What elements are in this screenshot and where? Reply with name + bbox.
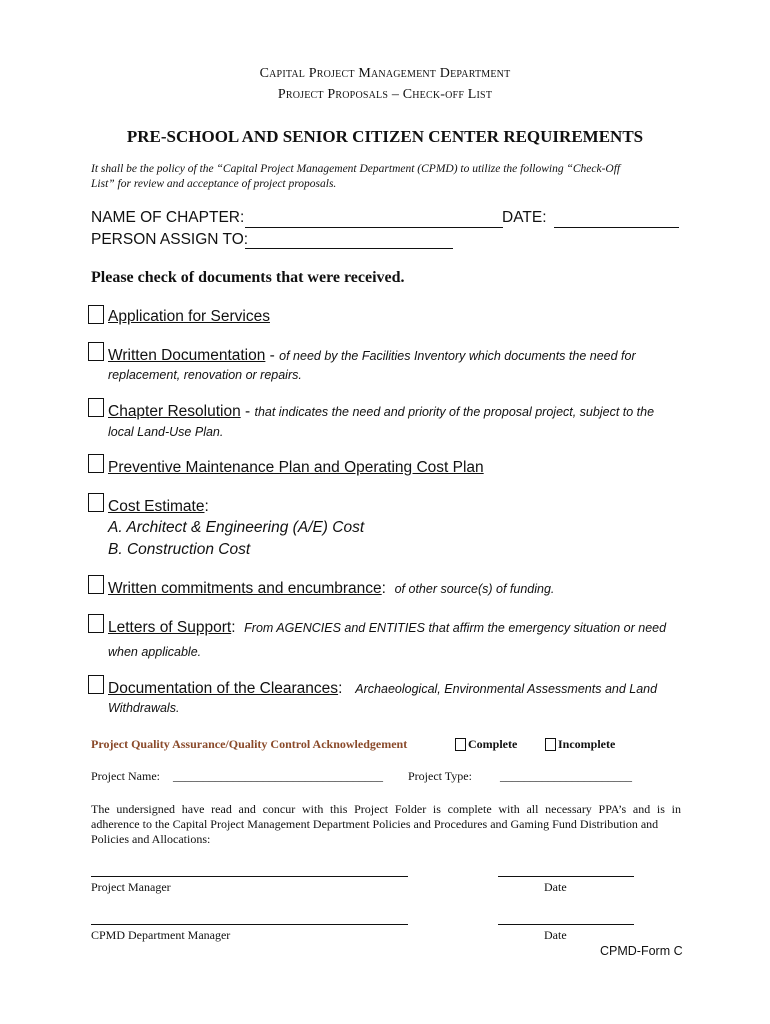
item-letters-of-support [108,619,666,637]
policy-line-1: It shall be the policy of the “Capital Project Management Department (CPMD) to utilize the following “Check-Off [91,163,621,175]
item-label: Application for Services [108,308,270,325]
checkbox-chapter-resolution[interactable] [88,398,104,417]
document-subtitle: Project Proposals – Check-off List [277,87,493,102]
cpmd-manager-label: CPMD Department Manager [91,928,231,942]
cost-subitem-ae: A. Architect & Engineering (A/E) Cost [108,519,365,536]
cpmd-manager-signature-line[interactable] [91,924,408,925]
item-written-documentation [108,347,636,365]
item-continuation: replacement, renovation or repairs. [108,368,302,382]
item-label: Written commitments and encumbrance [108,580,382,597]
item-label: Preventive Maintenance Plan and Operating Cost Plan [108,459,484,476]
project-type-label: Project Type: [408,769,472,783]
date-signature-line-2[interactable] [498,924,634,925]
checkbox-clearances[interactable] [88,675,104,694]
person-assign-label: PERSON ASSIGN TO: [91,231,249,248]
item-separator: : [231,619,245,636]
statement-line-3: Policies and Allocations: [91,832,211,846]
statement-line-2: adherence to the Capital Project Management Department Policies and Procedures and Gaming Fund Distribution and [91,817,659,831]
policy-line-2: List” for review and acceptance of project proposals. [91,178,337,190]
item-note: of need by the Facilities Inventory which documents the need for [279,349,636,363]
statement-line-1: The undersigned have read and concur with this Project Folder is complete with all necessary PPA’s and is in [91,802,681,816]
project-name-label: Project Name: [91,769,160,783]
item-separator: : [204,498,209,515]
checklist-heading: Please check of documents that were received. [91,269,405,286]
date-signature-line-1[interactable] [498,876,634,877]
item-note: that indicates the need and priority of the proposal project, subject to the [254,405,655,419]
project-type-blank[interactable]: ______________________ [500,769,632,783]
checkbox-cost-estimate[interactable] [88,493,104,512]
item-continuation: local Land-Use Plan. [108,425,224,439]
item-label: Written Documentation [108,347,266,364]
date-label: DATE: [502,209,547,226]
checkbox-letters-of-support[interactable] [88,614,104,633]
item-separator: : [381,580,395,597]
item-label: Cost Estimate [108,498,205,515]
checkbox-complete[interactable] [455,738,466,751]
item-label: Chapter Resolution [108,403,241,420]
item-note: Archaeological, Environmental Assessments and Land [355,682,658,696]
item-application [108,308,270,326]
item-written-commitments [108,580,554,598]
item-preventive-maintenance [108,459,484,477]
page-title: PRE-SCHOOL AND SENIOR CITIZEN CENTER REQUIREMENTS [126,127,644,146]
person-assign-input-line[interactable] [245,248,453,249]
item-clearances [108,680,657,698]
chapter-label: NAME OF CHAPTER: [91,209,245,226]
item-note: From AGENCIES and ENTITIES that affirm the emergency situation or need [244,621,667,635]
project-name-blank[interactable]: ___________________________________ [173,769,383,783]
department-header: Capital Project Management Department [259,66,511,81]
checkbox-written-commitments[interactable] [88,575,104,594]
form-identifier: CPMD-Form C [600,944,683,958]
complete-label: Complete [468,737,518,751]
incomplete-label: Incomplete [558,737,616,751]
project-manager-label: Project Manager [91,880,171,894]
item-continuation: when applicable. [108,645,202,659]
date-input-line[interactable] [554,227,679,228]
item-separator: - [265,347,280,364]
chapter-input-line[interactable] [245,227,503,228]
cost-subitem-construction: B. Construction Cost [108,541,251,558]
checkbox-written-documentation[interactable] [88,342,104,361]
item-separator: : [338,680,356,697]
item-label: Letters of Support [108,619,232,636]
checkbox-application[interactable] [88,305,104,324]
item-label: Documentation of the Clearances [108,680,339,697]
item-note: of other source(s) of funding. [394,582,555,596]
item-cost-estimate [108,498,209,516]
item-chapter-resolution [108,403,654,421]
date-label-2: Date [544,928,567,942]
project-manager-signature-line[interactable] [91,876,408,877]
date-label-1: Date [544,880,567,894]
qa-acknowledgement-label: Project Quality Assurance/Quality Control Acknowledgement [91,737,408,751]
checkbox-preventive-maintenance[interactable] [88,454,104,473]
item-separator: - [240,403,255,420]
item-continuation: Withdrawals. [108,701,180,715]
checkbox-incomplete[interactable] [545,738,556,751]
